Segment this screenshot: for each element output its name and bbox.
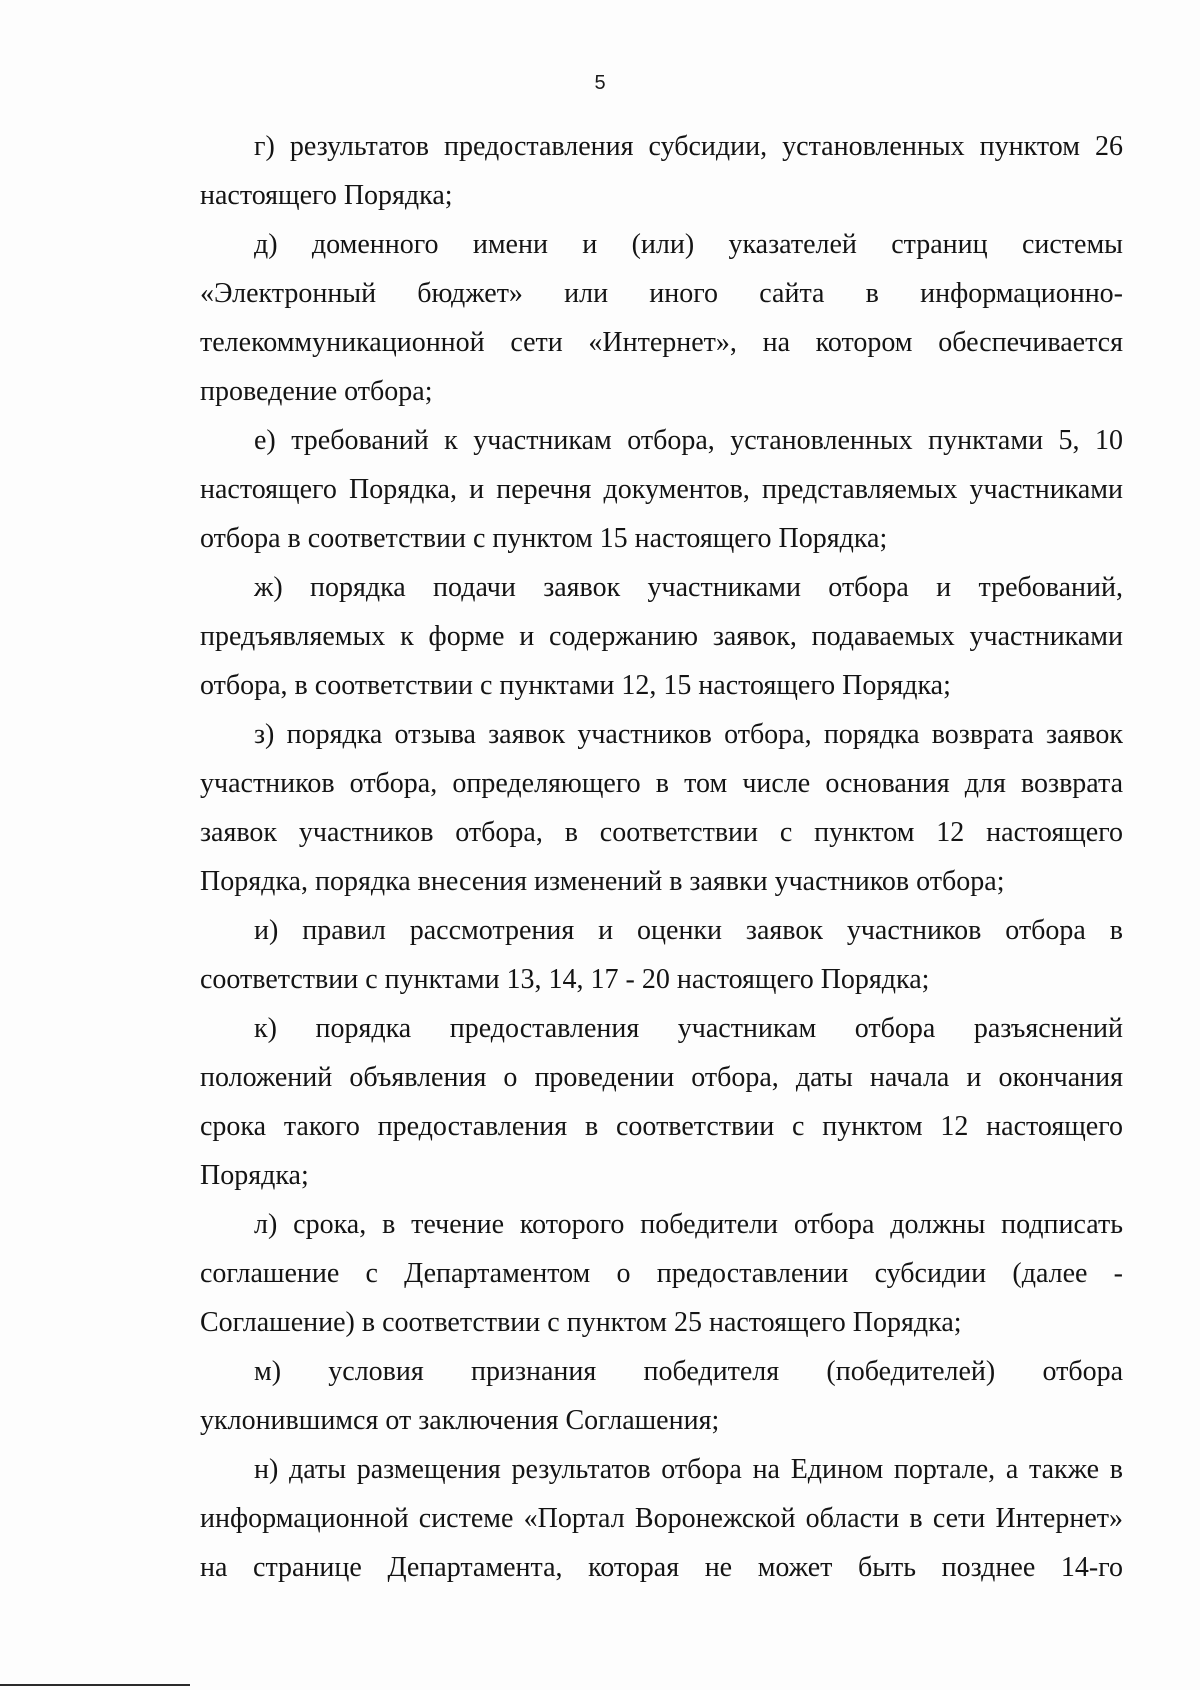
paragraph [200, 906, 1123, 1004]
paragraph-line: отбора, в соответствии с пунктами 12, 15 настоящего Порядка; [200, 670, 951, 701]
paragraph [200, 1347, 1123, 1445]
paragraph-line: г) результатов предоставления субсидии, установленных пунктом 26 [254, 131, 1123, 162]
paragraph-line: и) правил рассмотрения и оценки заявок участников отбора в [254, 915, 1123, 946]
paragraph [200, 1445, 1123, 1592]
paragraph-line: уклонившимся от заключения Соглашения; [200, 1405, 720, 1436]
footnote-divider [0, 1684, 190, 1686]
paragraph-line: срока такого предоставления в соответствии с пунктом 12 настоящего [200, 1111, 1123, 1142]
paragraph [200, 416, 1123, 563]
paragraph [200, 220, 1123, 416]
paragraph-line: «Электронный бюджет» или иного сайта в информационно- [200, 278, 1123, 309]
paragraph-line: Порядка, порядка внесения изменений в заявки участников отбора; [200, 866, 1005, 897]
paragraph-line: заявок участников отбора, в соответствии с пунктом 12 настоящего [200, 817, 1123, 848]
paragraph-line: соответствии с пунктами 13, 14, 17 - 20 настоящего Порядка; [200, 964, 930, 995]
paragraph-line: на странице Департамента, которая не может быть позднее 14-го [200, 1552, 1123, 1583]
paragraph-line: настоящего Порядка; [200, 180, 453, 211]
paragraph-line: к) порядка предоставления участникам отбора разъяснений [254, 1013, 1123, 1044]
paragraph-line: участников отбора, определяющего в том числе основания для возврата [200, 768, 1123, 799]
paragraph-line: соглашение с Департаментом о предоставлении субсидии (далее - [200, 1258, 1123, 1289]
paragraph-line: положений объявления о проведении отбора, даты начала и окончания [200, 1062, 1123, 1093]
paragraph [200, 1004, 1123, 1200]
paragraph [200, 1200, 1123, 1347]
paragraph-line: Порядка; [200, 1160, 309, 1191]
page-number: 5 [594, 72, 606, 94]
paragraph-line: проведение отбора; [200, 376, 433, 407]
paragraph-line: Соглашение) в соответствии с пунктом 25 настоящего Порядка; [200, 1307, 962, 1338]
paragraph-line: л) срока, в течение которого победители отбора должны подписать [254, 1209, 1123, 1240]
paragraph-line: ж) порядка подачи заявок участниками отбора и требований, [254, 572, 1123, 603]
paragraph-line: е) требований к участникам отбора, установленных пунктами 5, 10 [254, 425, 1123, 456]
paragraph-line: д) доменного имени и (или) указателей страниц системы [254, 229, 1123, 260]
paragraph [200, 563, 1123, 710]
paragraph-line: з) порядка отзыва заявок участников отбора, порядка возврата заявок [254, 719, 1123, 750]
paragraph [200, 122, 1123, 220]
paragraph-line: телекоммуникационной сети «Интернет», на котором обеспечивается [200, 327, 1123, 358]
document-body [200, 122, 1123, 1592]
paragraph-line: информационной системе «Портал Воронежской области в сети Интернет» [200, 1503, 1123, 1534]
paragraph-line: настоящего Порядка, и перечня документов, представляемых участниками [200, 474, 1123, 505]
paragraph-line: м) условия признания победителя (победителей) отбора [254, 1356, 1123, 1387]
paragraph [200, 710, 1123, 906]
paragraph-line: н) даты размещения результатов отбора на Едином портале, а также в [254, 1454, 1123, 1485]
paragraph-line: отбора в соответствии с пунктом 15 настоящего Порядка; [200, 523, 888, 554]
paragraph-line: предъявляемых к форме и содержанию заявок, подаваемых участниками [200, 621, 1123, 652]
